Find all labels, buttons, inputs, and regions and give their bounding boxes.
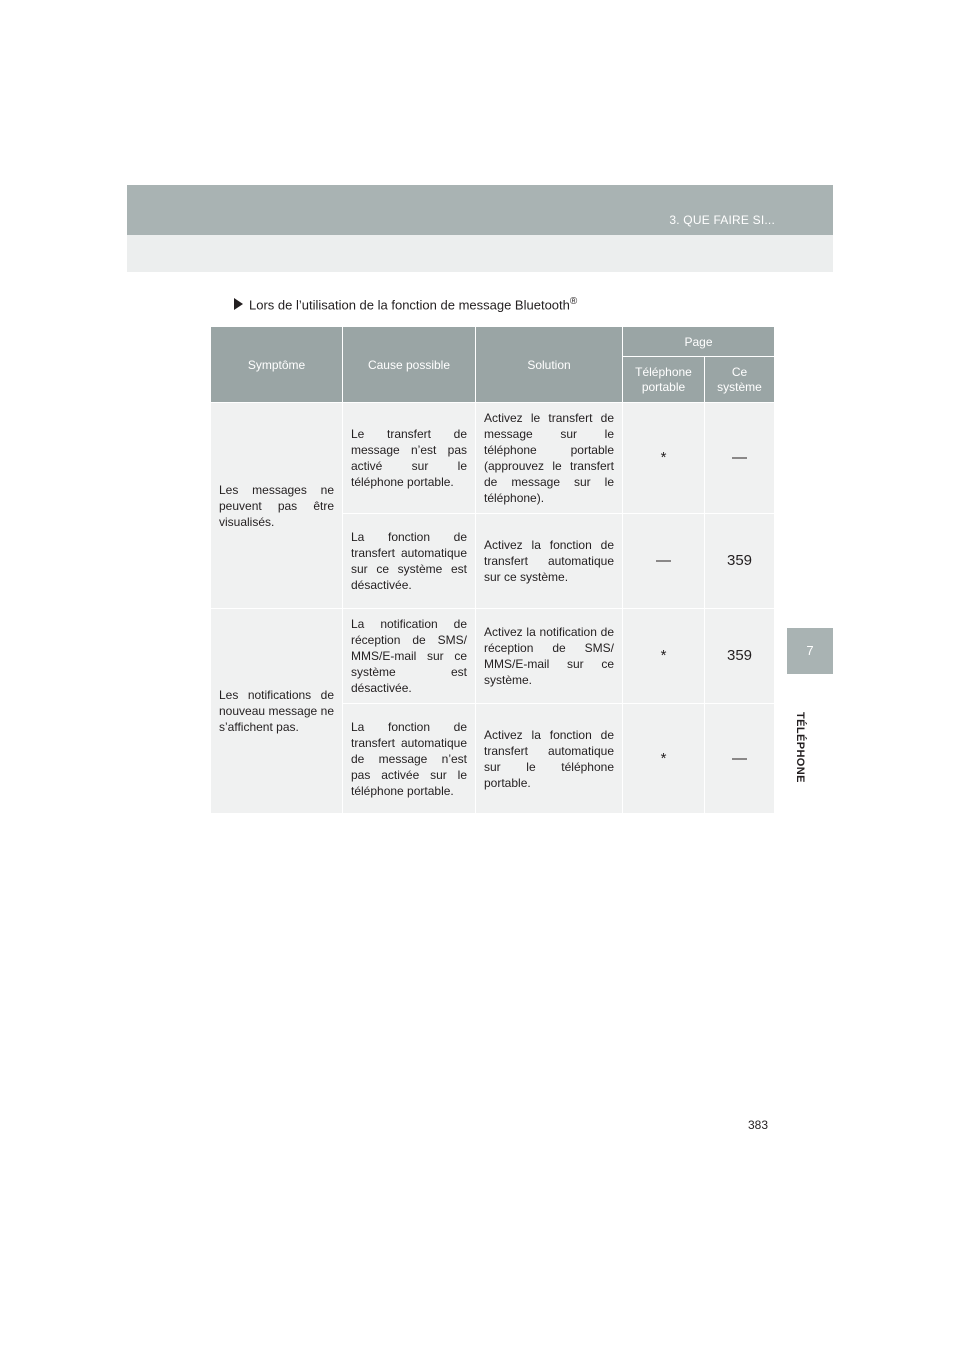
system-page-cell: 359 [705, 514, 775, 609]
cause-cell: La fonction de transfert automatique de message n’est pas activée sur le téléphone portable. [343, 704, 476, 814]
system-page-cell: — [705, 704, 775, 814]
solution-cell: Activez la fonction de transfert automatique sur le téléphone portable. [476, 704, 623, 814]
chapter-side-label [786, 712, 812, 832]
system-page-cell: 359 [705, 609, 775, 704]
section-title: 3. QUE FAIRE SI... [669, 213, 775, 227]
col-header-system: Ce système [705, 357, 775, 403]
table-row [211, 403, 775, 514]
header-band [127, 185, 833, 235]
col-header-solution: Solution [476, 327, 623, 403]
col-header-phone: Téléphone portable [623, 357, 705, 403]
phone-page-cell: * [623, 403, 705, 514]
symptom-cell: Les messages ne peuvent pas être visualisés. [211, 403, 343, 609]
system-page-cell: — [705, 403, 775, 514]
chapter-tab[interactable]: 7 [787, 628, 833, 674]
phone-page-cell: * [623, 609, 705, 704]
col-header-page: Page [623, 327, 775, 357]
col-header-cause: Cause possible [343, 327, 476, 403]
chapter-label: TÉLÉPHONE [794, 712, 806, 783]
triangle-bullet-icon [234, 298, 243, 310]
solution-cell: Activez la notification de réception de SMS/ MMS/E-mail sur ce système. [476, 609, 623, 704]
header-subband [127, 235, 833, 272]
phone-page-cell: * [623, 704, 705, 814]
cause-cell: La fonction de transfert automatique sur ce système est désactivée. [343, 514, 476, 609]
registered-mark: ® [569, 296, 578, 307]
troubleshooting-table [210, 326, 775, 814]
solution-cell: Activez le transfert de message sur le téléphone portable (approuvez le transfert de message sur le téléphone). [476, 403, 623, 514]
cause-cell: La notification de réception de SMS/ MMS/E-mail sur ce système est désactivée. [343, 609, 476, 704]
page-number: 383 [748, 1118, 769, 1132]
section-heading [234, 296, 577, 312]
cause-cell: Le transfert de message n’est pas activé sur le téléphone portable. [343, 403, 476, 514]
col-header-symptom: Symptôme [211, 327, 343, 403]
table-row [211, 609, 775, 704]
phone-page-cell: — [623, 514, 705, 609]
heading-text: Lors de l’utilisation de la fonction de message Bluetooth [249, 297, 570, 313]
symptom-cell: Les notifications de nouveau message ne s’affichent pas. [211, 609, 343, 814]
solution-cell: Activez la fonction de transfert automatique sur ce système. [476, 514, 623, 609]
